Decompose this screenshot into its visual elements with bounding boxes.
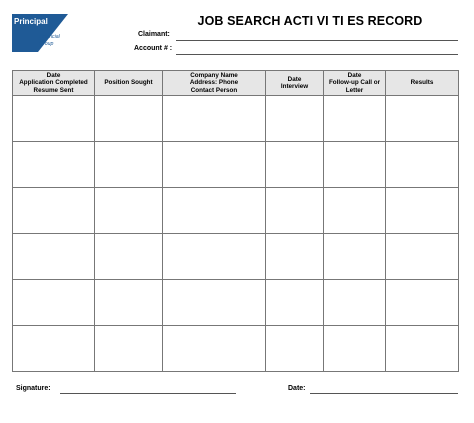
table-cell[interactable]	[266, 326, 324, 372]
table-cell[interactable]	[324, 142, 386, 188]
table-cell[interactable]	[324, 188, 386, 234]
table-cell[interactable]	[163, 280, 266, 326]
table-cell[interactable]	[163, 96, 266, 142]
header-date-interview: Date Interview	[266, 71, 324, 96]
table-cell[interactable]	[13, 234, 95, 280]
table-cell[interactable]	[386, 142, 459, 188]
table-cell[interactable]	[95, 142, 163, 188]
table-cell[interactable]	[95, 96, 163, 142]
logo-sub-line-1: Financial	[39, 34, 60, 40]
date-field[interactable]	[310, 393, 458, 394]
table-cell[interactable]	[324, 326, 386, 372]
job-search-table	[12, 70, 459, 372]
table-cell[interactable]	[95, 326, 163, 372]
table-cell[interactable]	[95, 234, 163, 280]
table-cell[interactable]	[163, 188, 266, 234]
table-header-row	[13, 71, 459, 96]
date-label: Date:	[288, 385, 306, 392]
logo-sub-line-2: Group	[39, 41, 54, 47]
table-cell[interactable]	[386, 188, 459, 234]
table-cell[interactable]	[266, 234, 324, 280]
header-position-sought: Position Sought	[95, 71, 163, 96]
table-cell[interactable]	[386, 234, 459, 280]
table-cell[interactable]	[266, 142, 324, 188]
principal-logo	[12, 14, 68, 52]
header-results: Results	[386, 71, 459, 96]
table-cell[interactable]	[266, 188, 324, 234]
table-cell[interactable]	[13, 142, 95, 188]
table-cell[interactable]	[386, 96, 459, 142]
table-cell[interactable]	[163, 234, 266, 280]
document-title: JOB SEARCH ACTI VI TI ES RECORD	[197, 14, 423, 28]
table-cell[interactable]	[95, 280, 163, 326]
claimant-label: Claimant:	[138, 31, 170, 38]
table-row	[13, 326, 459, 372]
table-cell[interactable]	[13, 96, 95, 142]
table-row	[13, 234, 459, 280]
header-date-followup: Date Follow-up Call or Letter	[324, 71, 386, 96]
signature-label: Signature:	[16, 385, 51, 392]
table-cell[interactable]	[13, 280, 95, 326]
table-row	[13, 280, 459, 326]
account-field[interactable]	[176, 54, 458, 55]
claimant-field[interactable]	[176, 40, 458, 41]
account-label: Account # :	[134, 45, 173, 52]
table-cell[interactable]	[163, 326, 266, 372]
table-row	[13, 96, 459, 142]
table-cell[interactable]	[163, 142, 266, 188]
table-cell[interactable]	[324, 96, 386, 142]
table-body	[13, 96, 459, 372]
table-cell[interactable]	[266, 96, 324, 142]
header-company: Company Name Address: Phone Contact Person	[163, 71, 266, 96]
table-cell[interactable]	[13, 326, 95, 372]
table-cell[interactable]	[386, 280, 459, 326]
table-cell[interactable]	[386, 326, 459, 372]
table-cell[interactable]	[324, 280, 386, 326]
header-date-application: Date Application Completed Resume Sent	[13, 71, 95, 96]
logo-brand-text: Principal	[14, 17, 48, 26]
table-cell[interactable]	[95, 188, 163, 234]
table-row	[13, 188, 459, 234]
table-cell[interactable]	[13, 188, 95, 234]
table-cell[interactable]	[266, 280, 324, 326]
table-row	[13, 142, 459, 188]
table-cell[interactable]	[324, 234, 386, 280]
signature-field[interactable]	[60, 393, 236, 394]
